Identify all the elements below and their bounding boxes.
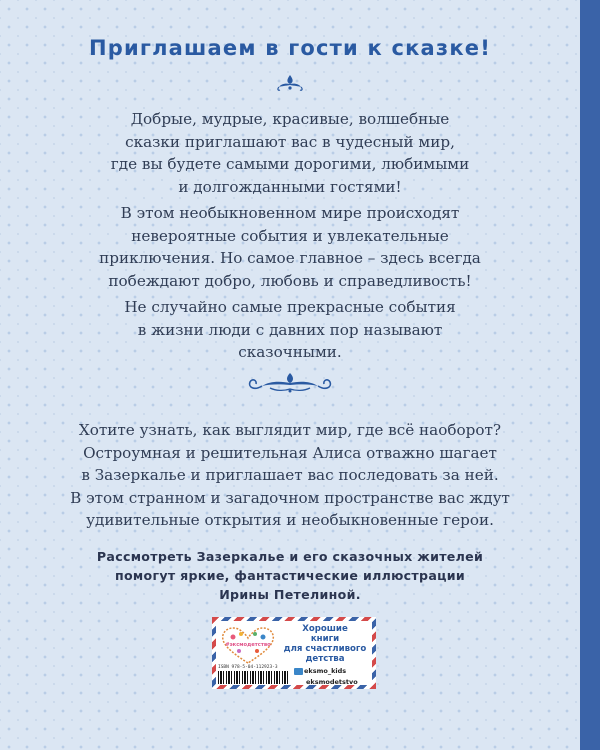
credit-line: помогут яркие, фантастические иллюстрации bbox=[114, 568, 466, 583]
barcode-icon bbox=[218, 671, 288, 684]
isbn-block bbox=[218, 665, 288, 685]
text-line: сказочными. bbox=[238, 343, 342, 361]
text-line: удивительные открытия и необыкновенные герои. bbox=[86, 511, 494, 529]
heart-label: #эксмодетство bbox=[225, 642, 271, 648]
slogan-line: для счастливого bbox=[283, 644, 367, 654]
intro-paragraph bbox=[40, 108, 540, 198]
postcard-body bbox=[216, 621, 372, 685]
illustrator-credit bbox=[40, 547, 540, 604]
social-handle-text: eksmo_kids bbox=[304, 667, 347, 675]
text-line: сказки приглашают вас в чудесный мир, bbox=[125, 132, 455, 151]
text-line: В этом странном и загадочном пространстве вас ждут bbox=[70, 488, 510, 507]
slogan bbox=[280, 624, 370, 664]
text-line: в жизни люди с давних пор называют bbox=[137, 320, 443, 339]
page-title: Приглашаем в гости к сказке! bbox=[89, 36, 491, 60]
text-line: где вы будете самыми дорогими, любимыми bbox=[110, 155, 470, 173]
text-line: побеждают добро, любовь и справедливость! bbox=[108, 271, 472, 290]
text-line: и долгожданными гостями! bbox=[178, 177, 402, 196]
publisher-postcard bbox=[212, 617, 376, 689]
alice-paragraph bbox=[40, 419, 540, 532]
text-line: Остроумная и решительная Алиса отважно шагает bbox=[83, 443, 497, 462]
text-line: Добрые, мудрые, красивые, волшебные bbox=[130, 110, 450, 128]
fleuron-ornament-icon bbox=[274, 72, 306, 94]
social-network-icon bbox=[294, 668, 303, 675]
text-line: в Зазеркалье и приглашает вас последовать за ней. bbox=[81, 466, 499, 484]
text-line: Не случайно самые прекрасные события bbox=[124, 298, 456, 316]
heart-logo-icon bbox=[219, 625, 277, 665]
website-handle: eksmodetstvo bbox=[306, 678, 358, 686]
world-paragraph bbox=[40, 202, 540, 292]
scroll-ornament-icon bbox=[240, 367, 340, 397]
text-line: В этом необыкновенном мире происходят bbox=[120, 204, 460, 222]
text-line: невероятные события и увлекательные bbox=[131, 226, 449, 245]
credit-line: Ирины Петелиной. bbox=[219, 587, 361, 602]
social-handle bbox=[294, 667, 346, 675]
credit-line: Рассмотреть Зазеркалье и его сказочных жителей bbox=[96, 549, 484, 564]
fairy-paragraph bbox=[40, 296, 540, 364]
text-line: Хотите узнать, как выглядит мир, где всё наоборот? bbox=[78, 421, 502, 439]
slogan-line: книги bbox=[310, 634, 340, 644]
slogan-line: детства bbox=[305, 654, 345, 664]
book-spine-edge bbox=[580, 0, 600, 750]
isbn-number: ISBN 978-5-04-112923-3 bbox=[218, 665, 278, 670]
text-line: приключения. Но самое главное – здесь всегда bbox=[99, 249, 481, 267]
slogan-line: Хорошие bbox=[302, 624, 348, 634]
